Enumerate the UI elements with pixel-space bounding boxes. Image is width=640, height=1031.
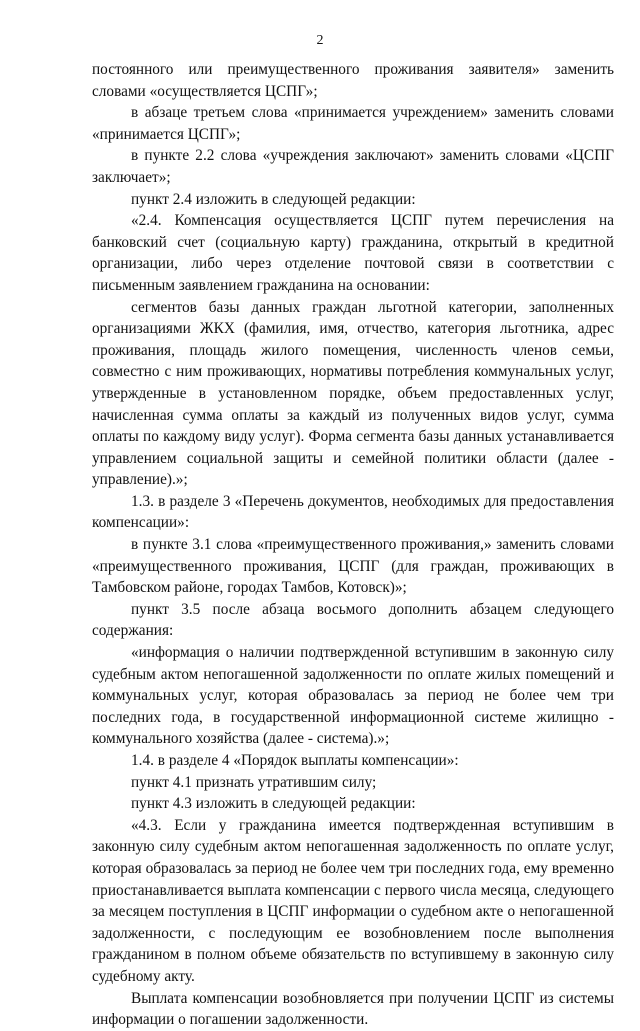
paragraph: пункт 2.4 изложить в следующей редакции:	[131, 190, 416, 208]
paragraph: пункт 4.1 признать утратившим силу;	[131, 773, 377, 791]
document-body	[92, 59, 614, 1031]
paragraph: в пункте 3.1 слова «преимущественного проживания,» заменить словами «преимущественного проживания, ЦСПГ (для граждан, проживающих в Тамбовском районе, городах Тамбов, Котовск)»;	[92, 536, 614, 597]
paragraph: пункт 4.3 изложить в следующей редакции:	[131, 795, 416, 813]
paragraph: «4.3. Если у гражданина имеется подтвержденная вступившим в законную силу судебным актом непогашенная задолженность по оплате услуг, которая образовалась за период не более чем три последних года, ему временно приостанавливается выплата компенсации с первого числа месяца, следующего за месяцем поступления в ЦСПГ информации о судебном акте о непогашенной задолженности, с последующим ее возобновлением после выполнения гражданином в полном объеме обязательств по вступившему в законную силу судебному акту.	[92, 816, 614, 985]
paragraph: пункт 3.5 после абзаца восьмого дополнить абзацем следующего содержания:	[92, 600, 614, 640]
paragraph: 1.3. в разделе 3 «Перечень документов, необходимых для предоставления компенсации»:	[92, 492, 614, 532]
paragraph: постоянного или преимущественного проживания заявителя» заменить словами «осуществляется ЦСПГ»;	[92, 61, 614, 100]
page-number: 2	[316, 33, 324, 48]
paragraph: 1.4. в разделе 4 «Порядок выплаты компенсации»:	[131, 752, 459, 769]
paragraph: Выплата компенсации возобновляется при получении ЦСПГ из системы информации о погашении задолженности.	[92, 989, 614, 1029]
paragraph: «информация о наличии подтвержденной вступившим в законную силу судебным актом непогашенной задолженности по оплате жилых помещений и коммунальных услуг, которая образовалась за период не более чем три последних года, в государственной информационной системе жилищно - коммунального хозяйства (далее - система).»;	[92, 644, 614, 748]
paragraph: в пункте 2.2 слова «учреждения заключают» заменить словами «ЦСПГ заключает»;	[92, 147, 614, 186]
paragraph: сегментов базы данных граждан льготной категории, заполненных организациями ЖКХ (фамилия, имя, отчество, категория льготника, адрес проживания, площадь жилого помещения, численность членов семьи, совместно с ним проживающих, нормативы потребления коммунальных услуг, утвержденные в установленном порядке, объем предоставленных услуг, начисленная сумма оплаты за каждый из полученных видов услуг, сумма оплаты по каждому виду услуг). Форма сегмента базы данных устанавливается управлением социальной защиты и семейной политики области (далее - управление).»;	[92, 298, 614, 489]
paragraph: в абзаце третьем слова «принимается учреждением» заменить словами «принимается ЦСПГ»;	[92, 104, 614, 143]
paragraph: «2.4. Компенсация осуществляется ЦСПГ путем перечисления на банковский счет (социальную карту) гражданина, открытый в кредитной организации, либо через отделение почтовой связи в соответствии с письменным заявлением гражданина на основании:	[92, 212, 614, 294]
